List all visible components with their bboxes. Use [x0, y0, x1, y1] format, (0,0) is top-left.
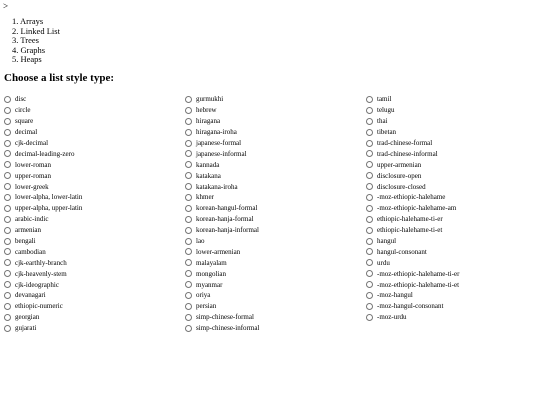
list-style-option[interactable] [4, 279, 82, 290]
radio-button[interactable] [185, 96, 192, 103]
list-style-option[interactable] [4, 290, 82, 301]
option-label: oriya [196, 291, 211, 300]
radio-button[interactable] [185, 281, 192, 288]
option-label: urdu [377, 258, 390, 267]
list-item: 5. Heaps [12, 54, 42, 64]
option-label: korean-hanja-informal [196, 226, 259, 235]
option-label: cjk-decimal [15, 139, 49, 147]
option-label: lower-roman [15, 160, 52, 169]
prompt-marker: > [3, 1, 9, 11]
list-style-option[interactable] [366, 159, 459, 170]
option-label: cambodian [15, 247, 46, 256]
list-style-option[interactable] [4, 323, 82, 334]
option-label: hebrew [196, 106, 217, 115]
list-style-option[interactable] [185, 138, 259, 149]
list-style-option[interactable] [366, 279, 459, 290]
option-label: devanagari [15, 291, 46, 300]
list-style-option[interactable] [366, 214, 459, 225]
option-label: persian [196, 302, 217, 311]
option-label: -moz-ethiopic-halehame-ti-et [377, 280, 460, 289]
option-label: malayalam [196, 258, 227, 267]
radio-button[interactable] [4, 150, 11, 157]
radio-button[interactable] [185, 183, 192, 190]
radio-button[interactable] [185, 292, 192, 299]
list-style-option[interactable] [366, 148, 459, 159]
radio-button[interactable] [366, 281, 373, 288]
list-style-option[interactable] [366, 246, 459, 257]
list-style-option[interactable] [185, 301, 259, 312]
radio-button[interactable] [185, 227, 192, 234]
option-label: disclosure-open [377, 171, 422, 180]
list-style-option[interactable] [185, 323, 259, 334]
list-style-option[interactable] [4, 236, 82, 247]
option-label: tamil [377, 95, 392, 104]
list-style-option[interactable] [4, 257, 82, 268]
option-label: hangul-consonant [377, 247, 427, 256]
radio-button[interactable] [185, 259, 192, 266]
list-style-option[interactable] [185, 159, 259, 170]
radio-button[interactable] [366, 248, 373, 255]
radio-button[interactable] [366, 129, 373, 136]
radio-button[interactable] [4, 216, 11, 223]
page-title: Choose a list style type: [4, 72, 114, 84]
list-style-option[interactable] [185, 192, 259, 203]
option-label: lower-greek [15, 182, 49, 191]
option-label: ethiopic-halehame-ti-et [377, 226, 443, 235]
list-style-option[interactable] [185, 312, 259, 323]
list-style-option[interactable] [185, 290, 259, 301]
option-label: bengali [15, 237, 36, 246]
list-style-option[interactable] [185, 127, 259, 138]
option-label: -moz-urdu [377, 313, 407, 322]
option-label: upper-roman [15, 171, 52, 180]
list-style-option[interactable] [366, 192, 459, 203]
radio-button[interactable] [366, 227, 373, 234]
list-style-option[interactable] [366, 94, 459, 105]
list-item: 1. Arrays [12, 16, 44, 26]
list-style-option[interactable] [366, 105, 459, 116]
radio-button[interactable] [185, 303, 192, 310]
list-style-option[interactable] [185, 257, 259, 268]
list-style-option[interactable] [185, 214, 259, 225]
list-style-option[interactable] [4, 192, 82, 203]
list-style-option[interactable] [366, 225, 459, 236]
option-label: thai [377, 117, 388, 126]
radio-button[interactable] [4, 292, 11, 299]
list-style-option[interactable] [366, 257, 459, 268]
list-style-option[interactable] [4, 312, 82, 323]
option-label: -moz-ethiopic-halehame [377, 193, 446, 202]
radio-button[interactable] [366, 96, 373, 103]
option-label: disclosure-closed [377, 182, 426, 191]
option-label: lao [196, 237, 205, 246]
list-style-option[interactable] [4, 148, 82, 159]
option-label: tibetan [377, 128, 397, 137]
option-label: korean-hanja-formal [196, 215, 254, 224]
radio-button[interactable] [366, 140, 373, 147]
radio-button[interactable] [366, 205, 373, 212]
radio-button[interactable] [366, 238, 373, 245]
option-label: katakana [196, 171, 221, 180]
option-label: arabic-indic [15, 215, 49, 224]
list-style-option[interactable] [366, 236, 459, 247]
radio-button[interactable] [4, 118, 11, 125]
radio-button[interactable] [4, 194, 11, 201]
radio-button[interactable] [366, 107, 373, 114]
radio-button[interactable] [185, 129, 192, 136]
radio-button[interactable] [4, 238, 11, 245]
option-label: -moz-hangul-consonant [377, 302, 444, 311]
list-style-option[interactable] [366, 290, 459, 301]
demo-ordered-list [12, 17, 60, 65]
radio-button[interactable] [185, 107, 192, 114]
list-style-option[interactable] [4, 225, 82, 236]
option-label: gurmukhi [196, 95, 224, 104]
option-label: decimal [15, 128, 38, 137]
list-style-option[interactable] [366, 312, 459, 323]
radio-button[interactable] [366, 172, 373, 179]
radio-button[interactable] [366, 161, 373, 168]
option-label: kannada [196, 160, 220, 169]
option-label: lower-armenian [196, 247, 241, 256]
radio-button[interactable] [4, 325, 11, 332]
options-column-3 [366, 94, 459, 323]
list-style-option[interactable] [185, 246, 259, 257]
list-style-option[interactable] [4, 138, 82, 149]
radio-button[interactable] [366, 314, 373, 321]
option-label: simp-chinese-formal [196, 313, 254, 322]
list-style-option[interactable] [366, 138, 459, 149]
list-style-option[interactable] [4, 105, 82, 116]
radio-button[interactable] [366, 270, 373, 277]
option-label: hangul [377, 237, 397, 246]
list-style-option[interactable] [185, 225, 259, 236]
radio-button[interactable] [4, 314, 11, 321]
radio-button[interactable] [366, 183, 373, 190]
list-style-option[interactable] [4, 170, 82, 181]
radio-button[interactable] [4, 140, 11, 147]
radio-button[interactable] [185, 205, 192, 212]
option-label: korean-hangul-formal [196, 204, 258, 213]
radio-button[interactable] [185, 248, 192, 255]
option-label: georgian [15, 313, 40, 322]
radio-button[interactable] [366, 194, 373, 201]
list-style-option[interactable] [185, 181, 259, 192]
list-style-option[interactable] [4, 246, 82, 257]
radio-button[interactable] [4, 259, 11, 266]
option-label: circle [15, 106, 31, 115]
list-style-option[interactable] [4, 94, 82, 105]
radio-button[interactable] [4, 248, 11, 255]
radio-button[interactable] [185, 314, 192, 321]
options-column-1 [4, 94, 82, 334]
radio-button[interactable] [4, 129, 11, 136]
option-label: ethiopic-numeric [15, 302, 63, 311]
list-style-option[interactable] [366, 203, 459, 214]
list-style-option[interactable] [366, 127, 459, 138]
option-label: decimal-leading-zero [15, 149, 75, 158]
radio-button[interactable] [185, 118, 192, 125]
list-style-option[interactable] [185, 236, 259, 247]
option-label: simp-chinese-informal [196, 324, 260, 333]
option-label: khmer [196, 193, 214, 202]
radio-button[interactable] [4, 183, 11, 190]
option-label: myanmar [196, 280, 223, 289]
list-item: 4. Graphs [12, 44, 46, 55]
radio-button[interactable] [366, 292, 373, 299]
list-style-option[interactable] [4, 268, 82, 279]
radio-button[interactable] [366, 150, 373, 157]
radio-button[interactable] [4, 227, 11, 234]
option-label: cjk-ideographic [15, 280, 59, 289]
radio-button[interactable] [4, 281, 11, 288]
radio-button[interactable] [185, 216, 192, 223]
option-label: armenian [15, 226, 42, 235]
radio-button[interactable] [185, 140, 192, 147]
option-label: telugu [377, 106, 395, 115]
radio-button[interactable] [366, 303, 373, 310]
option-label: -moz-ethiopic-halehame-ti-er [377, 269, 460, 278]
list-style-option[interactable] [366, 181, 459, 192]
option-label: upper-alpha, upper-latin [15, 204, 83, 213]
option-label: cjk-earthly-branch [15, 258, 67, 267]
list-style-option[interactable] [366, 301, 459, 312]
option-label: cjk-heavenly-stem [15, 269, 67, 278]
radio-button[interactable] [185, 238, 192, 245]
list-style-option[interactable] [4, 301, 82, 312]
radio-button[interactable] [4, 172, 11, 179]
list-style-option[interactable] [185, 105, 259, 116]
list-item: 3. Trees [12, 35, 39, 45]
radio-button[interactable] [366, 216, 373, 223]
list-style-option[interactable] [185, 94, 259, 105]
radio-button[interactable] [366, 118, 373, 125]
radio-button[interactable] [4, 205, 11, 212]
radio-button[interactable] [185, 325, 192, 332]
option-label: hiragana [196, 117, 221, 126]
option-label: square [15, 117, 34, 126]
radio-button[interactable] [4, 303, 11, 310]
option-label: -moz-hangul [377, 291, 413, 300]
option-label: trad-chinese-informal [377, 149, 438, 158]
list-style-option[interactable] [366, 116, 459, 127]
options-column-2 [185, 94, 259, 334]
radio-button[interactable] [366, 259, 373, 266]
radio-button[interactable] [185, 150, 192, 157]
option-label: ethiopic-halehame-ti-er [377, 215, 443, 224]
option-label: upper-armenian [377, 160, 422, 169]
option-label: japanese-formal [196, 139, 242, 147]
option-label: gujarati [15, 324, 37, 333]
list-style-option[interactable] [4, 159, 82, 170]
radio-button[interactable] [4, 96, 11, 103]
list-style-option[interactable] [4, 203, 82, 214]
list-style-option[interactable] [4, 214, 82, 225]
option-label: hiragana-iroha [196, 128, 237, 137]
radio-button[interactable] [185, 172, 192, 179]
radio-button[interactable] [4, 161, 11, 168]
option-label: japanese-informal [196, 149, 247, 158]
radio-button[interactable] [185, 270, 192, 277]
option-label: katakana-iroha [196, 182, 238, 191]
list-style-option[interactable] [185, 203, 259, 214]
radio-button[interactable] [185, 161, 192, 168]
list-style-option[interactable] [4, 116, 82, 127]
list-style-option[interactable] [4, 127, 82, 138]
list-style-option[interactable] [4, 181, 82, 192]
list-style-option[interactable] [366, 268, 459, 279]
list-style-option[interactable] [185, 268, 259, 279]
radio-button[interactable] [4, 107, 11, 114]
radio-button[interactable] [4, 270, 11, 277]
radio-button[interactable] [185, 194, 192, 201]
option-label: trad-chinese-formal [377, 139, 433, 147]
option-label: mongolian [196, 269, 226, 278]
option-label: -moz-ethiopic-halehame-am [377, 204, 457, 213]
list-item: 2. Linked List [12, 25, 60, 36]
list-style-option[interactable] [185, 170, 259, 181]
list-style-option[interactable] [185, 148, 259, 159]
option-label: lower-alpha, lower-latin [15, 193, 83, 202]
list-style-option[interactable] [185, 116, 259, 127]
list-style-option[interactable] [366, 170, 459, 181]
option-label: disc [15, 95, 27, 104]
list-style-option[interactable] [185, 279, 259, 290]
